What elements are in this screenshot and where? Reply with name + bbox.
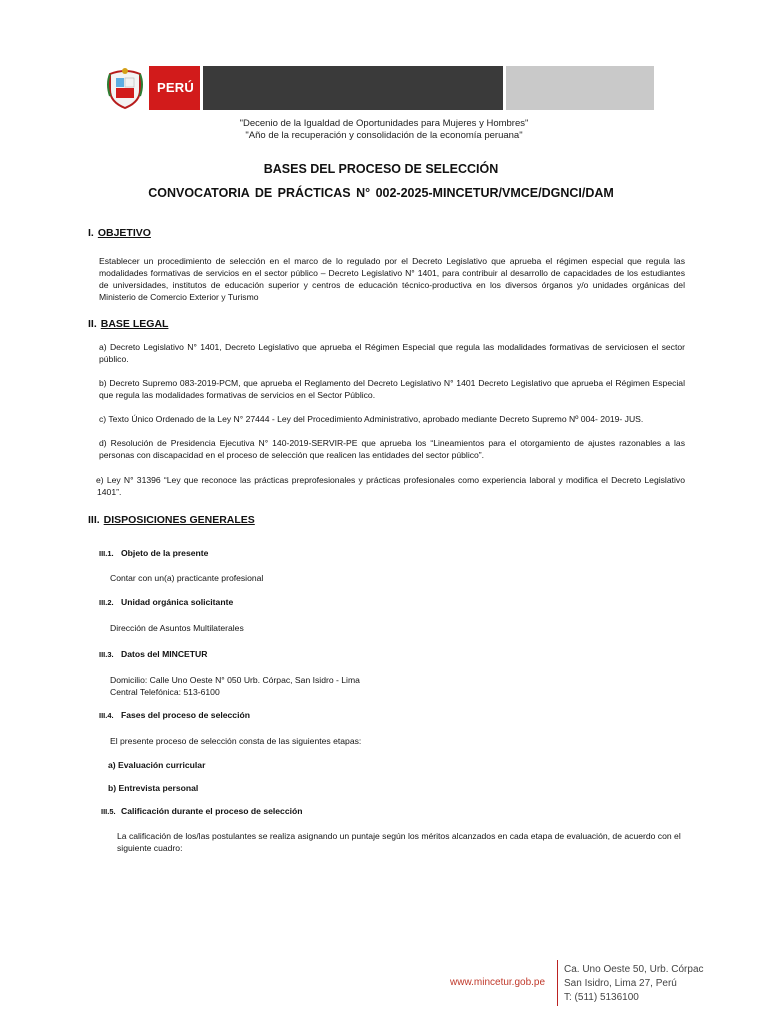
subsection-label: Calificación durante el proceso de selección bbox=[121, 806, 303, 816]
base-legal-item-b: b) Decreto Supremo 083-2019-PCM, que aprueba el Reglamento del Decreto Legislativo N° 1401 Decreto Legislativo que aprueba el Régimen Especial que regula las modalidades formativas de servicios en el Sector Público. bbox=[99, 378, 685, 400]
footer-address bbox=[564, 963, 704, 1005]
institutional-header bbox=[104, 66, 654, 110]
objetivo-text: Establecer un procedimiento de selección en el marco de lo regulado por el Decreto Legislativo que aprueba el régimen especial que regula las modalidades formativas de servicios en el sector público – Decreto Legislativo N° 1401, para contribuir al desarrollo de capacidades de los estudiantes de universidades, institutos de educación superior y centros de educación técnico-productiva en los diversos órganos y/o unidades orgánicas del Ministerio de Comercio Exterior y Turismo bbox=[99, 256, 685, 302]
decenio-line-1: "Decenio de la Igualdad de Oportunidades para Mujeres y Hombres" bbox=[239, 118, 529, 129]
subsection-heading-datos bbox=[99, 649, 207, 659]
subsection-label: Objeto de la presente bbox=[121, 548, 209, 558]
peru-logo bbox=[149, 66, 200, 110]
domicilio-text: Domicilio: Calle Uno Oeste N° 050 Urb. Córpac, San Isidro - Lima bbox=[110, 675, 360, 685]
subsection-number: III.5. bbox=[101, 807, 116, 816]
base-legal-item-e: e) Ley N° 31396 “Ley que reconoce las prácticas preprofesionales y prácticas profesionales como experiencia laboral y modifica el Decreto Legislativo 1401”. bbox=[96, 475, 685, 497]
section-heading-base-legal bbox=[88, 318, 168, 330]
base-legal-item-d: d) Resolución de Presidencia Ejecutiva N° 140-2019-SERVIR-PE que aprueba los “Lineamientos para el otorgamiento de ajustes razonables a las personas con discapacidad en el proceso de selección que realicen las entidades del sector público”. bbox=[99, 438, 685, 460]
central-telefonica-text: Central Telefónica: 513-6100 bbox=[110, 687, 220, 697]
footer-address-line-2: San Isidro, Lima 27, Perú bbox=[564, 978, 677, 989]
decenio-line-2: "Año de la recuperación y consolidación de la economía peruana" bbox=[245, 130, 523, 141]
subsection-heading-unidad bbox=[99, 597, 233, 607]
subsection-heading-fases bbox=[99, 710, 250, 720]
subsection-heading-objeto bbox=[99, 548, 208, 558]
footer-phone: T: (511) 5136100 bbox=[564, 992, 639, 1003]
document-subtitle: CONVOCATORIA DE PRÁCTICAS N° 002-2025-MINCETUR/VMCE/DGNCI/DAM bbox=[148, 186, 614, 200]
section-label: OBJETIVO bbox=[97, 227, 151, 239]
footer-address-line-1: Ca. Uno Oeste 50, Urb. Córpac bbox=[564, 964, 704, 975]
section-number: I. bbox=[88, 227, 94, 239]
subsection-number: III.4. bbox=[99, 711, 114, 720]
footer-website: www.mincetur.gob.pe bbox=[450, 977, 546, 988]
fase-entrevista-personal: b) Entrevista personal bbox=[108, 783, 199, 793]
subsection-label: Unidad orgánica solicitante bbox=[121, 597, 234, 607]
base-legal-item-c: c) Texto Único Ordenado de la Ley N° 27444 - Ley del Procedimiento Administrativo, aprobado mediante Decreto Supremo Nº 004- 2019- JUS. bbox=[99, 414, 644, 424]
section-label: DISPOSICIONES GENERALES bbox=[103, 514, 255, 526]
peru-logo-text: PERÚ bbox=[157, 80, 194, 95]
document-title: BASES DEL PROCESO DE SELECCIÓN bbox=[263, 162, 499, 176]
subsection-number: III.2. bbox=[99, 598, 114, 607]
subsection-number: III.3. bbox=[99, 650, 114, 659]
section-number: III. bbox=[88, 514, 100, 526]
section-number: II. bbox=[88, 318, 97, 330]
fase-evaluacion-curricular: a) Evaluación curricular bbox=[108, 760, 206, 770]
section-label: BASE LEGAL bbox=[100, 318, 169, 330]
coat-of-arms-icon bbox=[104, 66, 146, 110]
base-legal-item-a: a) Decreto Legislativo N° 1401, Decreto Legislativo que aprueba el Régimen Especial que regula las modalidades formativas de serviciosen el sector público. bbox=[99, 342, 685, 364]
subsection-number: III.1. bbox=[99, 549, 114, 558]
header-band-light bbox=[506, 66, 654, 110]
calificacion-text: La calificación de los/las postulantes se realiza asignando un puntaje según los méritos alcanzados en cada etapa de evaluación, de acuerdo con el siguiente cuadro: bbox=[117, 831, 681, 853]
subsection-label: Fases del proceso de selección bbox=[121, 710, 250, 720]
subsection-text-objeto: Contar con un(a) practicante profesional bbox=[110, 573, 264, 583]
subsection-text-unidad: Dirección de Asuntos Multilaterales bbox=[110, 623, 244, 633]
subsection-label: Datos del MINCETUR bbox=[121, 649, 208, 659]
subsection-heading-calificacion bbox=[101, 806, 302, 816]
fases-text: El presente proceso de selección consta de las siguientes etapas: bbox=[110, 736, 362, 746]
section-heading-disposiciones bbox=[88, 514, 255, 526]
header-band-dark bbox=[203, 66, 503, 110]
footer-divider bbox=[557, 960, 558, 1006]
section-heading-objetivo bbox=[88, 227, 151, 239]
